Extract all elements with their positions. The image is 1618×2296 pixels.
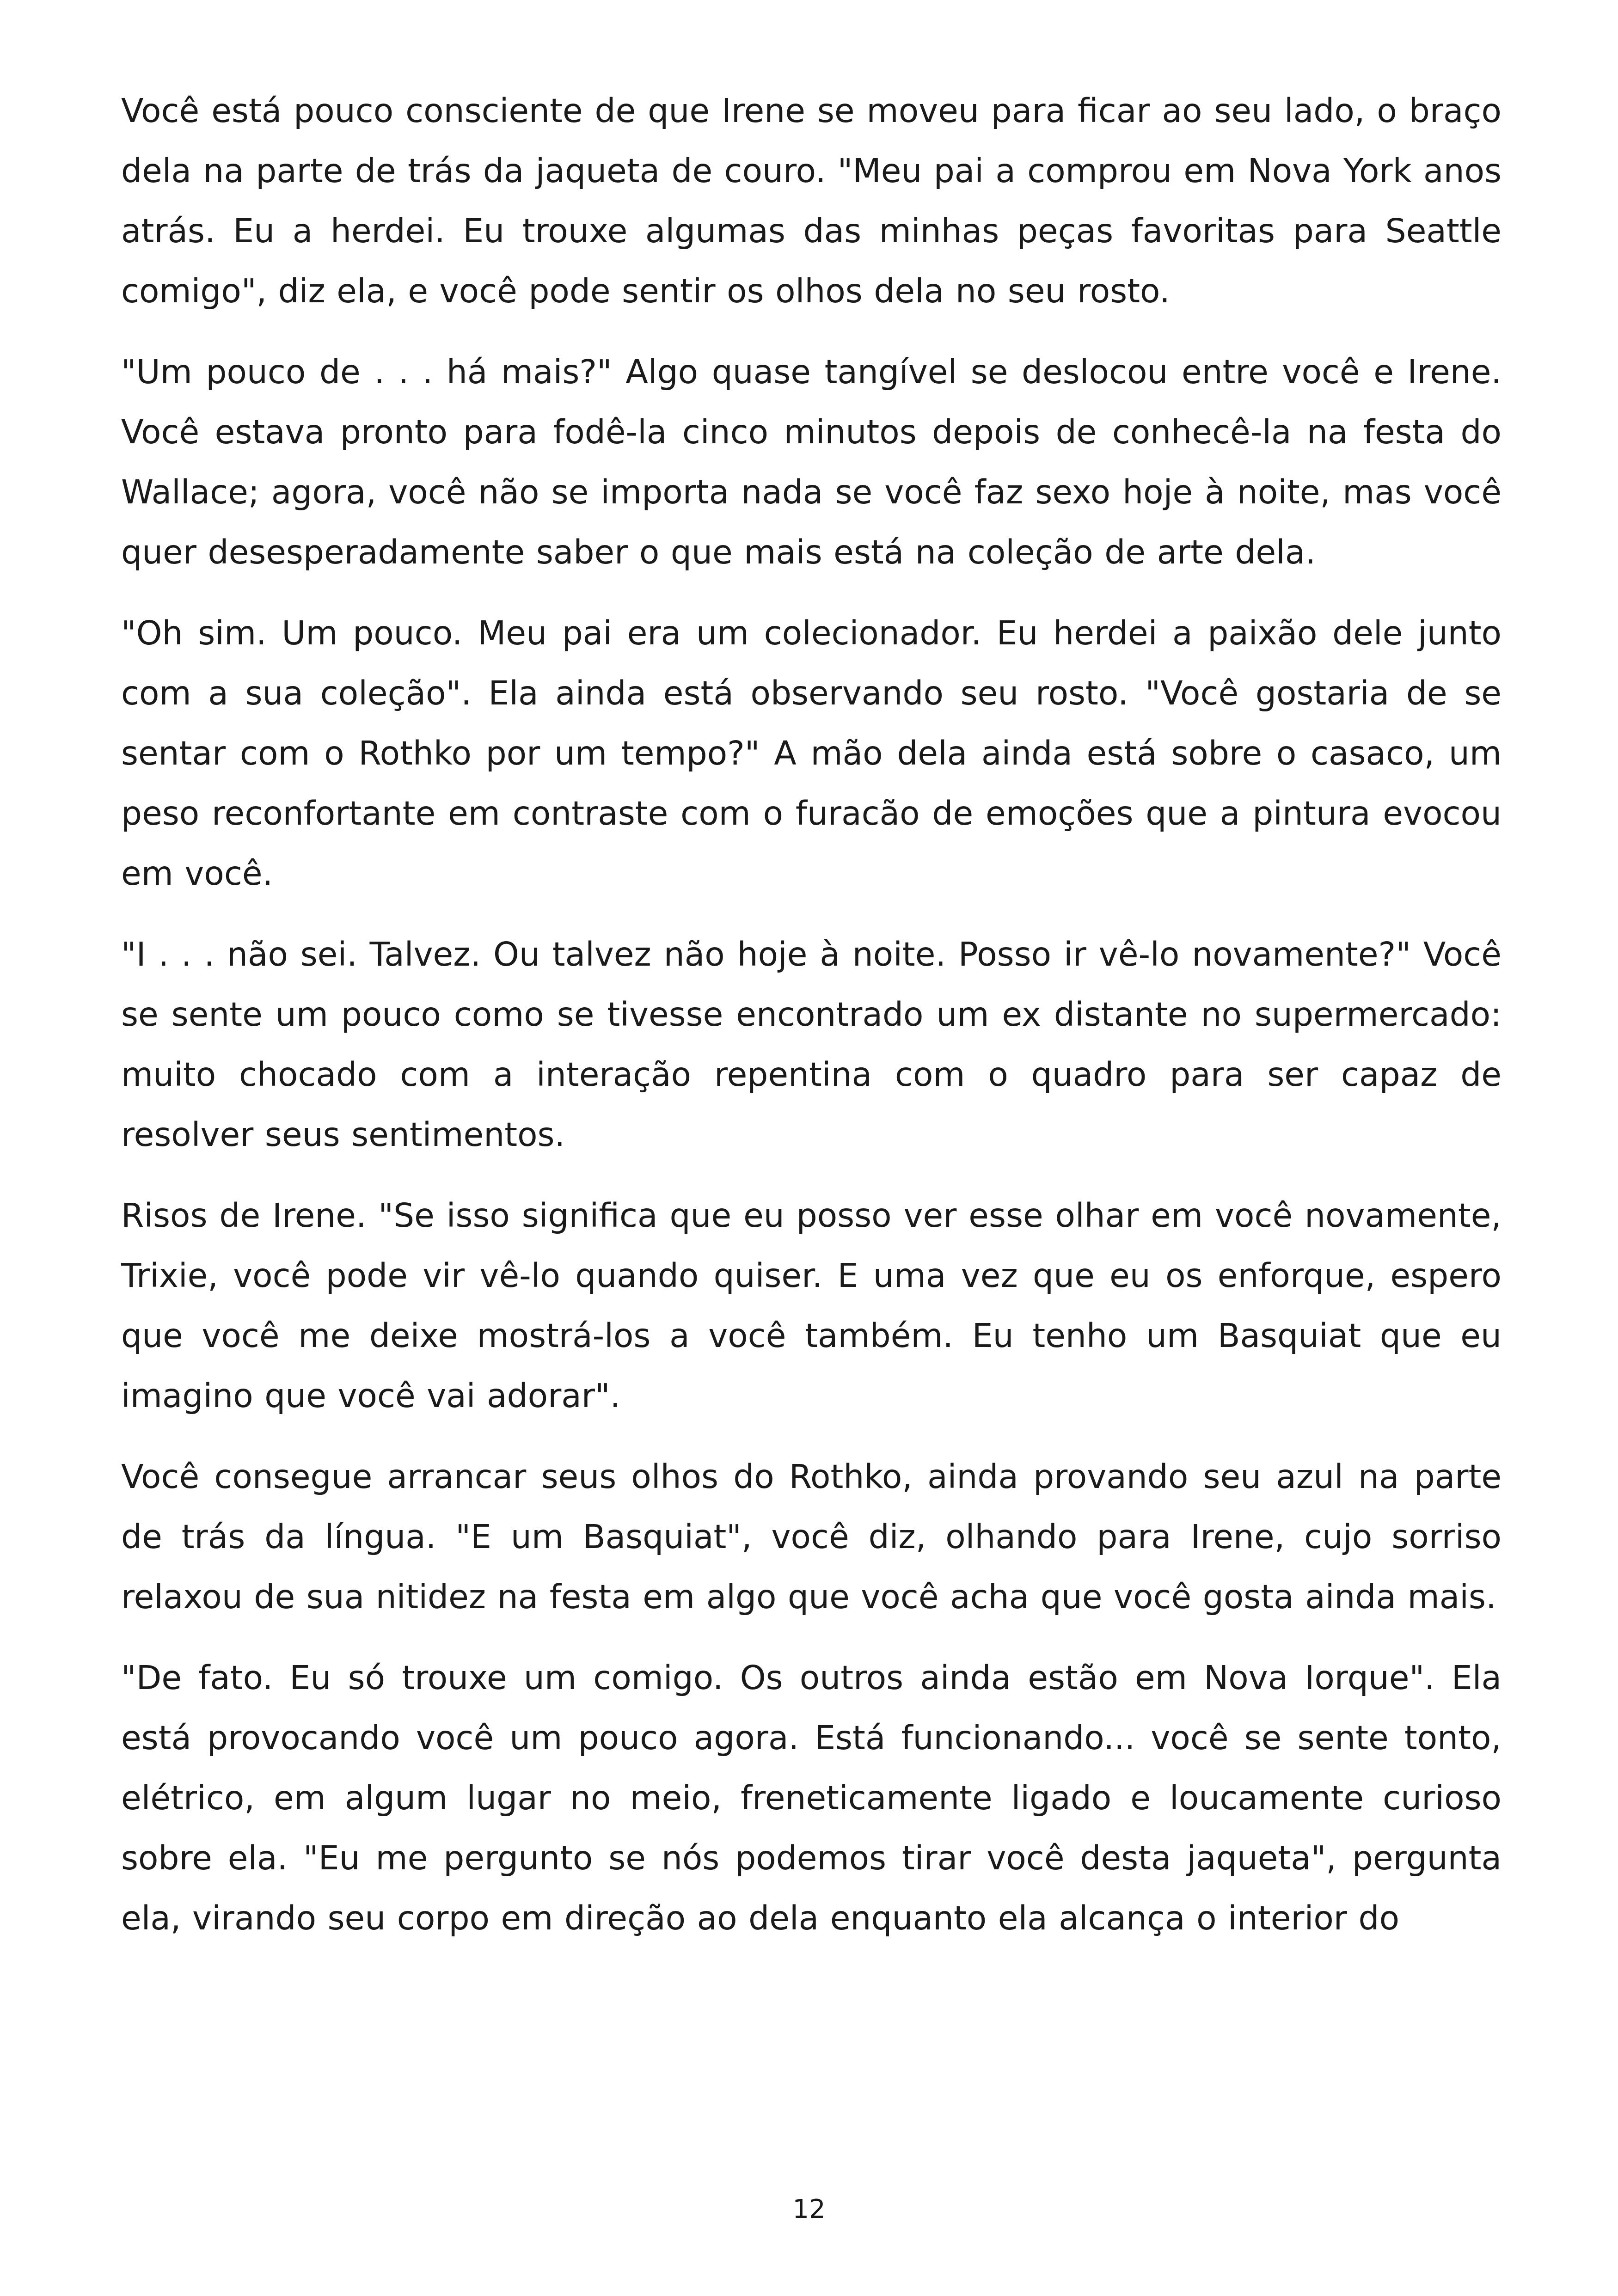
page-body — [121, 81, 1502, 2092]
paragraph-4: "I . . . não sei. Talvez. Ou talvez não hoje à noite. Posso ir vê-lo novamente?" Você se sente um pouco como se tivesse encontrado um ex distante no supermercado: muito chocado com a interação repentina com o quadro para ser capaz de resolver seus sentimentos. — [121, 935, 1502, 1154]
page-number: 12 — [792, 2194, 826, 2224]
paragraph-2: "Um pouco de . . . há mais?" Algo quase tangível se deslocou entre você e Irene. Você estava pronto para fodê-la cinco minutos depois de conhecê-la na festa do Wallace; agora, você não se importa nada se você faz sexo hoje à noite, mas você quer desesperadamente saber o que mais está na coleção de arte dela. — [121, 353, 1502, 571]
paragraph-6: Você consegue arrancar seus olhos do Rothko, ainda provando seu azul na parte de trás da língua. "E um Basquiat", você diz, olhando para Irene, cujo sorriso relaxou de sua nitidez na festa em algo que você acha que você gosta ainda mais. — [121, 1457, 1502, 1616]
paragraph-3: "Oh sim. Um pouco. Meu pai era um colecionador. Eu herdei a paixão dele junto com a sua coleção". Ela ainda está observando seu rosto. "Você gostaria de se sentar com o Rothko por um tempo?" A mão dela ainda está sobre o casaco, um peso reconfortante em contraste com o furacão de emoções que a pintura evocou em você. — [121, 614, 1502, 893]
paragraph-1: Você está pouco consciente de que Irene se moveu para ficar ao seu lado, o braço dela na parte de trás da jaqueta de couro. "Meu pai a comprou em Nova York anos atrás. Eu a herdei. Eu trouxe algumas das minhas peças favoritas para Seattle comigo", diz ela, e você pode sentir os olhos dela no seu rosto. — [121, 92, 1502, 310]
paragraph-5: Risos de Irene. "Se isso significa que eu posso ver esse olhar em você novamente, Trixie, você pode vir vê-lo quando quiser. E uma vez que eu os enforque, espero que você me deixe mostrá-los a você também. Eu tenho um Basquiat que eu imagino que você vai adorar". — [121, 1196, 1502, 1415]
paragraph-7: "De fato. Eu só trouxe um comigo. Os outros ainda estão em Nova Iorque". Ela está provocando você um pouco agora. Está funcionando... você se sente tonto, elétrico, em algum lugar no meio, freneticamente ligado e loucamente curioso sobre ela. "Eu me pergunto se nós podemos tirar você desta jaqueta", pergunta ela, virando seu corpo em direção ao dela enquanto ela alcança o interior do — [121, 1659, 1502, 1937]
